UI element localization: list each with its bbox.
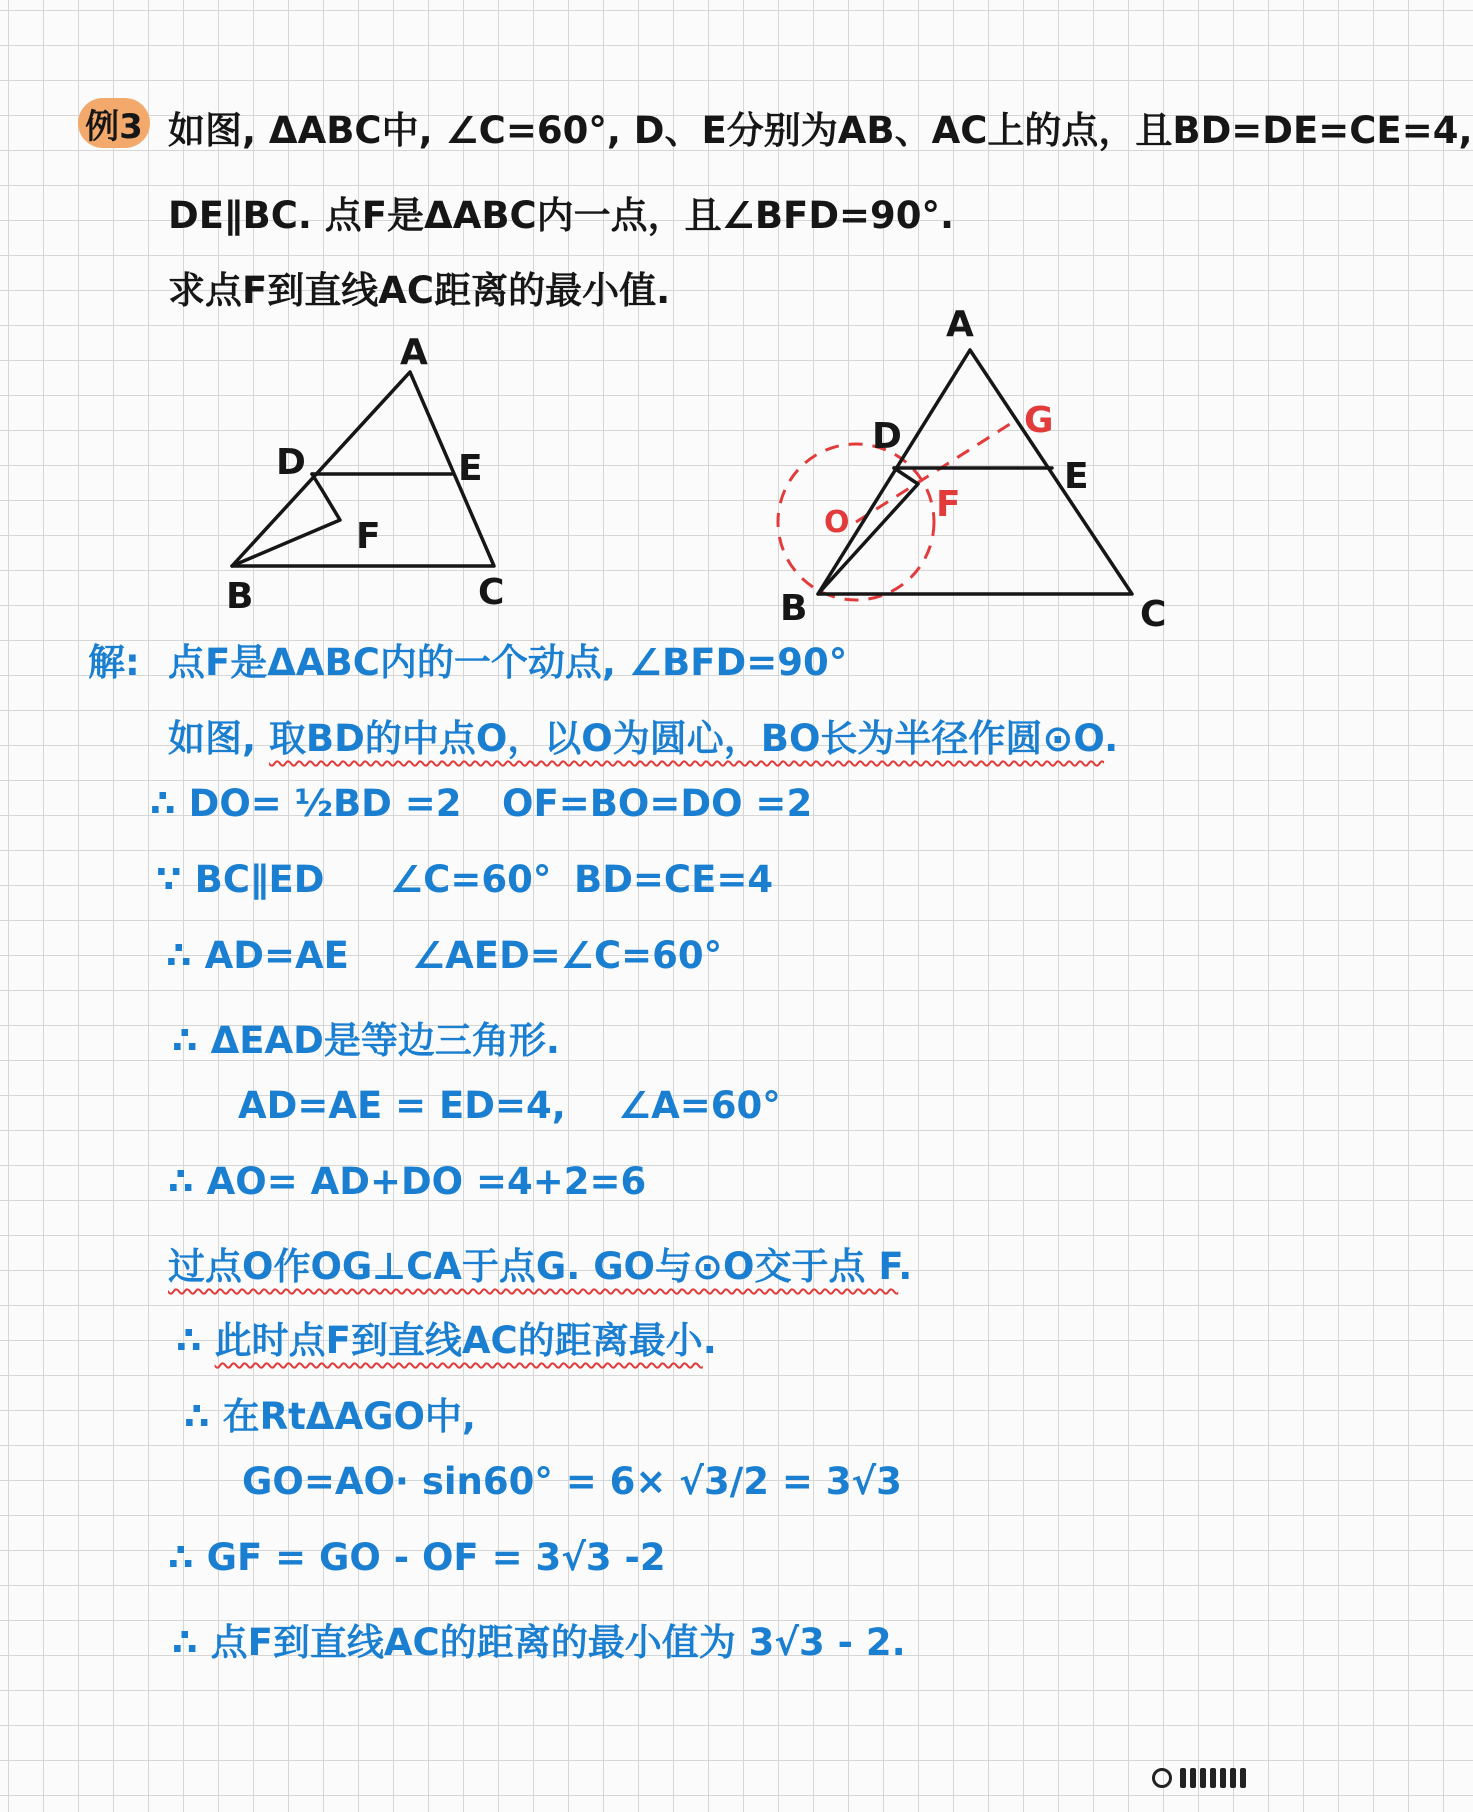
solution-line-9-underlined: 过点O作OG⊥CA于点G. GO与⊙O交于点 F xyxy=(168,1245,899,1288)
solution-line-10 xyxy=(176,1310,717,1364)
label-d-right: D xyxy=(872,416,902,457)
example-label-badge: 例3 xyxy=(78,98,150,148)
solution-line-2-plain: 如图, xyxy=(168,717,269,760)
solution-line-6: ∴ ΔEAD是等边三角形. xyxy=(172,1019,560,1062)
solution-line-14: ∴ 点F到直线AC的距离的最小值为 3√3 - 2. xyxy=(172,1621,906,1664)
solution-line-2-underlined: 取BD的中点O，以O为圆心，BO长为半径作圆⊙O xyxy=(268,717,1105,760)
problem-line-2: DE∥BC. 点F是ΔABC内一点，且∠BFD=90°. xyxy=(168,194,955,237)
label-a-right: A xyxy=(946,304,974,345)
solution-line-3a: ∴ DO= ½BD =2 xyxy=(150,782,462,825)
label-o-right: O xyxy=(824,505,850,540)
label-c-left: C xyxy=(478,572,505,613)
solution-line-5a: ∴ AD=AE xyxy=(166,934,349,977)
solution-line-10-underlined: 此时点F到直线AC的距离最小 xyxy=(214,1319,703,1362)
solution-line-13: ∴ GF = GO - OF = 3√3 -2 xyxy=(168,1536,666,1579)
label-d-left: D xyxy=(276,442,306,483)
label-e-right: E xyxy=(1064,456,1089,497)
path-b-f-d-left xyxy=(232,474,340,566)
solution-line-10-prefix: ∴ xyxy=(176,1319,215,1362)
label-f-left: F xyxy=(356,516,381,557)
solution-line-9 xyxy=(168,1236,912,1290)
label-a-left: A xyxy=(400,332,428,373)
solution-line-5b: ∠AED=∠C=60° xyxy=(412,934,723,977)
solution-line-9-end: . xyxy=(898,1245,913,1288)
solution-line-4a: ∵ BC∥ED xyxy=(156,858,325,901)
problem-line-3: 求点F到直线AC距离的最小值. xyxy=(168,269,671,312)
solution-prefix: 解: xyxy=(88,641,140,684)
solution-line-1: 点F是ΔABC内的一个动点, ∠BFD=90° xyxy=(168,641,848,684)
label-b-left: B xyxy=(226,576,254,617)
solution-line-11: ∴ 在RtΔAGO中, xyxy=(184,1395,476,1438)
solution-line-2 xyxy=(168,708,1118,762)
label-g-right: G xyxy=(1024,400,1054,441)
solution-line-2-end: . xyxy=(1104,717,1119,760)
label-b-right: B xyxy=(780,588,808,629)
label-e-left: E xyxy=(458,448,483,489)
solution-line-7b: ∠A=60° xyxy=(618,1084,781,1127)
solution-line-7a: AD=AE = ED=4, xyxy=(238,1084,566,1127)
solution-line-4c: BD=CE=4 xyxy=(574,858,774,901)
solution-line-10-end: . xyxy=(702,1319,717,1362)
label-c-right: C xyxy=(1140,594,1167,635)
problem-line-1: 如图, ΔABC中, ∠C=60°, D、E分别为AB、AC上的点，且BD=DE=CE=4, xyxy=(168,109,1473,152)
brand-circle-icon xyxy=(1152,1768,1172,1788)
solution-line-3b: OF=BO=DO =2 xyxy=(502,782,813,825)
brand-mark xyxy=(1152,1768,1246,1788)
solution-line-8: ∴ AO= AD+DO =4+2=6 xyxy=(168,1160,647,1203)
solution-line-4b: ∠C=60° xyxy=(390,858,552,901)
label-f-right: F xyxy=(936,484,961,525)
solution-line-12: GO=AO· sin60° = 6× √3/2 = 3√3 xyxy=(242,1460,902,1503)
